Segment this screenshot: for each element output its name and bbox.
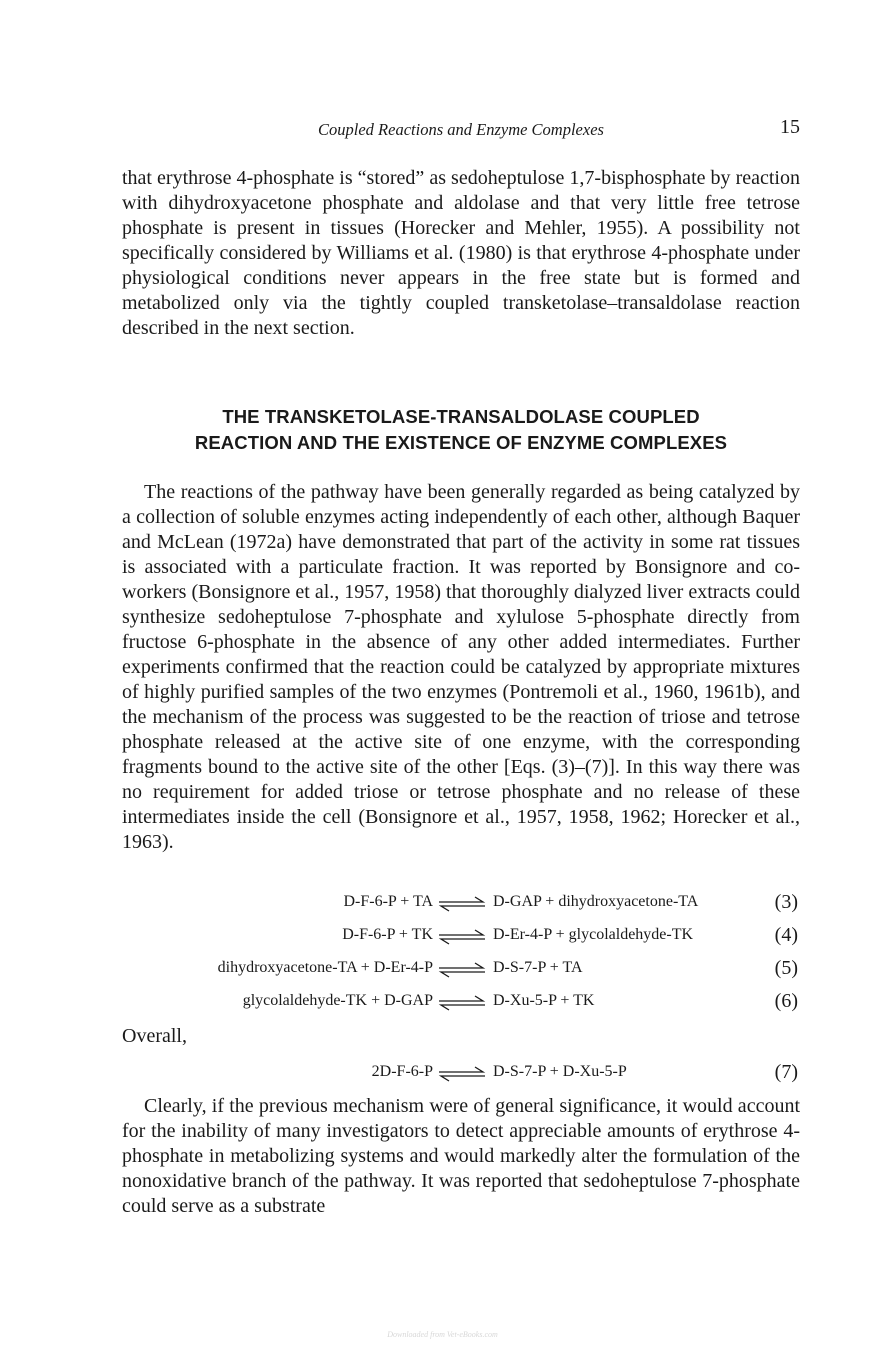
equation-rhs: D-S-7-P + TA	[493, 959, 583, 976]
paragraph-3-block	[122, 1094, 800, 1219]
equation-3	[0, 893, 885, 917]
equation-7	[0, 1063, 885, 1087]
running-head	[122, 116, 800, 142]
equation-4	[0, 926, 885, 950]
equation-rhs: D-GAP + dihydroxyacetone-TA	[493, 893, 699, 910]
equation-lhs: D-F-6-P + TK	[342, 926, 433, 943]
equation-rhs: D-S-7-P + D-Xu-5-P	[493, 1063, 627, 1080]
page-number: 15	[780, 116, 800, 138]
equation-5	[0, 959, 885, 983]
equilibrium-arrow-icon	[437, 995, 487, 1011]
equation-lhs: dihydroxyacetone-TA + D-Er-4-P	[217, 959, 433, 976]
equilibrium-arrow-icon	[437, 1066, 487, 1082]
section-heading-line-1: THE TRANSKETOLASE-TRANSALDOLASE COUPLED	[222, 406, 700, 427]
paragraph-1: that erythrose 4-phosphate is “stored” as sedoheptulose 1,7-bisphosphate by reaction with dihydroxyacetone phosphate and aldolase and that very little free tetrose phosphate is present in tissues (Horecker and Mehler, 1955). A possibility not specifically considered by Williams et al. (1980) is that erythrose 4-phosphate under physiological conditions never appears in the free state but is formed and metabolized only via the tightly coupled transketolase–transaldolase reaction described in the next section.	[122, 167, 800, 339]
paragraph-2: The reactions of the pathway have been generally regarded as being catalyzed by a collection of soluble enzymes acting independently of each other, although Baquer and McLean (1972a) have demonstrated that part of the activity in some rat tissues is associated with a particulate fraction. It was reported by Bonsignore and co-workers (Bonsignore et al., 1957, 1958) that thoroughly dialyzed liver extracts could synthesize sedoheptulose 7-phosphate and xylulose 5-phosphate directly from fructose 6-phosphate in the absence of any other added intermediates. Further experiments confirmed that the reaction could be catalyzed by appropriate mixtures of highly purified samples of the two enzymes (Pontremoli et al., 1960, 1961b), and the mechanism of the process was suggested to be the reaction of triose and tetrose phosphate released at the active site of one enzyme, with the corresponding fragments bound to the active site of the other [Eqs. (3)–(7)]. In this way there was no requirement for added triose or tetrose phosphate and no release of these intermediates inside the cell (Bonsignore et al., 1957, 1958, 1962; Horecker et al., 1963).	[122, 481, 800, 853]
section-heading-line-2: REACTION AND THE EXISTENCE OF ENZYME COMPLEXES	[194, 432, 728, 453]
equation-lhs: glycolaldehyde-TK + D-GAP	[242, 992, 433, 1009]
equation-lhs: 2D-F-6-P	[371, 1063, 433, 1080]
equation-lhs: D-F-6-P + TA	[343, 893, 433, 910]
paragraph-1-block	[122, 166, 800, 341]
equation-rhs: D-Er-4-P + glycolaldehyde-TK	[493, 926, 694, 943]
equation-number: (5)	[774, 957, 798, 979]
watermark: Downloaded from Vet-eBooks.com	[387, 1330, 498, 1339]
equation-rhs: D-Xu-5-P + TK	[493, 992, 595, 1009]
paragraph-2-block	[122, 480, 800, 855]
section-heading	[122, 404, 800, 456]
equilibrium-arrow-icon	[437, 929, 487, 945]
running-title: Coupled Reactions and Enzyme Complexes	[318, 120, 604, 139]
equation-number: (6)	[774, 990, 798, 1012]
equilibrium-arrow-icon	[437, 896, 487, 912]
overall-label: Overall,	[122, 1025, 187, 1047]
paragraph-3: Clearly, if the previous mechanism were of general significance, it would account for the inability of many investigators to detect appreciable amounts of erythrose 4-phosphate in metabolizing systems and would markedly alter the formulation of the nonoxidative branch of the pathway. It was reported that sedoheptulose 7-phosphate could serve as a substrate	[122, 1095, 800, 1217]
equilibrium-arrow-icon	[437, 962, 487, 978]
equation-number: (3)	[774, 891, 798, 913]
equation-number: (4)	[774, 924, 798, 946]
equation-6	[0, 992, 885, 1016]
equation-number: (7)	[774, 1061, 798, 1083]
